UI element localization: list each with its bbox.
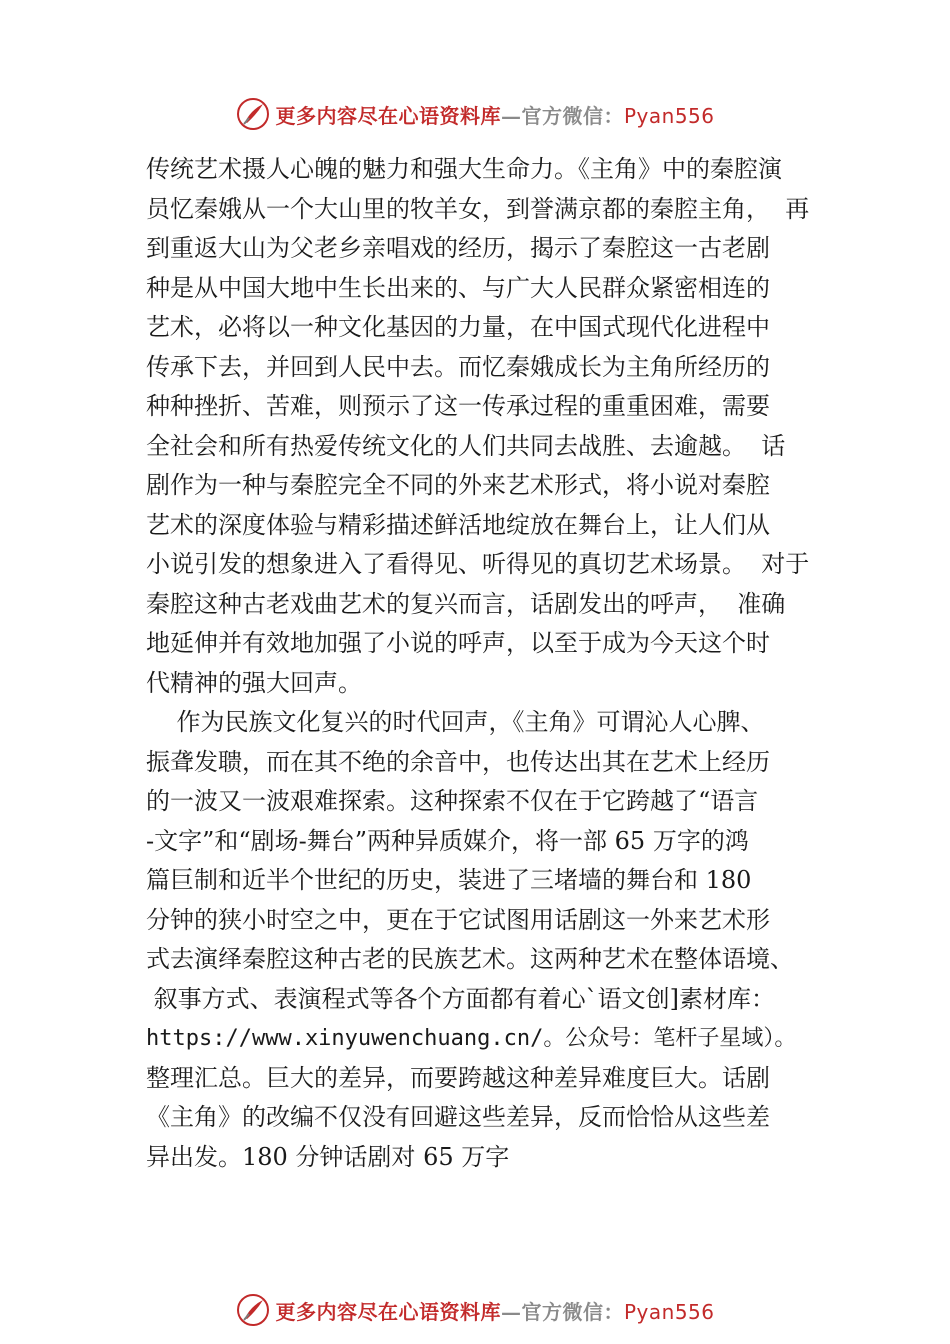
header-banner [0, 94, 950, 134]
body-line: 剧作为一种与秦腔完全不同的外来艺术形式，将小说对秦腔 [146, 471, 770, 499]
footer-brand [275, 1296, 714, 1325]
body-line: 到重返大山为父老乡亲唱戏的经历，揭示了秦腔这一古老剧 [146, 234, 770, 262]
header-brand [275, 100, 714, 129]
body-line: 地延伸并有效地加强了小说的呼声，以至于成为今天这个时 [146, 629, 770, 657]
body-line: 叙事方式、表演程式等各个方面都有着心`语文创]素材库： [146, 984, 775, 1013]
body-line: 全社会和所有热爱传统文化的人们共同去战胜、去逾越。 话 [146, 431, 786, 460]
body-line: 种种挫折、苦难，则预示了这一传承过程的重重困难，需要 [146, 392, 770, 420]
header-separator: — [500, 103, 522, 128]
body-line: 艺术，必将以一种文化基因的力量，在中国式现代化进程中 [146, 313, 770, 341]
body-line-url: https://www.xinyuwenchuang.cn/。公众号：笔杆子星域）。 [146, 1026, 797, 1051]
body-line: 异出发。180 分钟话剧对 65 万字 [146, 1142, 510, 1171]
footer-wechat-id: Pyan556 [623, 1299, 715, 1324]
body-line: 式去演绎秦腔这种古老的民族艺术。这两种艺术在整体语境、 [146, 945, 794, 973]
footer-separator: — [500, 1299, 522, 1324]
quill-logo-icon [235, 96, 271, 132]
body-line: 振聋发聩，而在其不绝的余音中，也传达出其在艺术上经历 [146, 747, 770, 776]
header-wechat-label: 官方微信： [521, 103, 624, 128]
body-line: 小说引发的想象进入了看得见、听得见的真切艺术场景。 对于 [146, 550, 810, 578]
body-line: 分钟的狭小时空之中，更在于它试图用话剧这一外来艺术形 [146, 905, 770, 934]
header-brand-text: 更多内容尽在心语资料库 [275, 103, 501, 128]
body-line: 篇巨制和近半个世纪的历史，装进了三堵墙的舞台和 180 [146, 866, 752, 894]
body-line: 传统艺术摄人心魄的魅力和强大生命力。《主角》中的秦腔演 [146, 155, 782, 183]
body-line: 代精神的强大回声。 [146, 668, 362, 697]
body-line: 的一波又一波艰难探索。这种探索不仅在于它跨越了“语言 [146, 787, 759, 815]
header-wechat-id: Pyan556 [623, 103, 715, 128]
body-line: 种是从中国大地中生长出来的、与广大人民群众紧密相连的 [146, 273, 770, 302]
body-line: 传承下去，并回到人民中去。而忆秦娥成长为主角所经历的 [146, 352, 770, 381]
footer-banner [0, 1290, 950, 1330]
quill-logo-icon [235, 1292, 271, 1328]
body-line: 员忆秦娥从一个大山里的牧羊女，到誉满京都的秦腔主角， 再 [146, 194, 810, 223]
body-line: 作为民族文化复兴的时代回声，《主角》可谓沁人心脾、 [146, 708, 765, 736]
body-line: -文字”和“剧场-舞台”两种异质媒介，将一部 65 万字的鸿 [146, 826, 749, 855]
body-line: 艺术的深度体验与精彩描述鲜活地绽放在舞台上，让人们从 [146, 510, 770, 539]
body-line: 秦腔这种古老戏曲艺术的复兴而言，话剧发出的呼声， 准确 [146, 589, 786, 618]
body-line: 《主角》的改编不仅没有回避这些差异，反而恰恰从这些差 [146, 1103, 770, 1131]
document-body [146, 150, 836, 1177]
footer-brand-text: 更多内容尽在心语资料库 [275, 1299, 501, 1324]
body-line: 整理汇总。巨大的差异，而要跨越这种差异难度巨大。话剧 [146, 1063, 770, 1092]
footer-wechat-label: 官方微信： [521, 1299, 624, 1324]
